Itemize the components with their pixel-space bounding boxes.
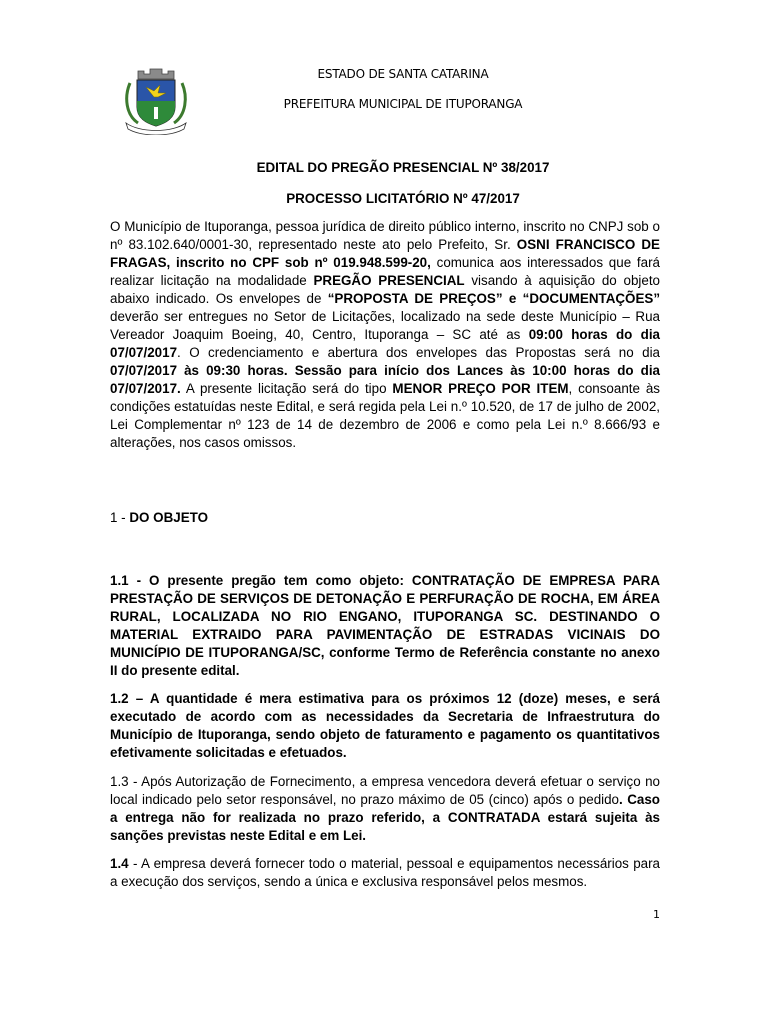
page-number: 1 (653, 908, 660, 921)
clause-1-2: 1.2 – A quantidade é mera estimativa para os próximos 12 (doze) meses, e será executado de acordo com as necessidades da Secretaria de Infraestrutura do Município de Ituporanga, sendo objeto de faturamento e pagamento os quantitativos efetivamente solicitadas e efetuados. (110, 691, 660, 760)
clause-1-1: 1.1 - O presente pregão tem como objeto: CONTRATAÇÃO DE EMPRESA PARA PRESTAÇÃO DE SERVIÇOS DE DETONAÇÃO E PERFURAÇÃO DE ROCHA, EM ÁREA RURAL, LOCALIZADA NO RIO ENGANO, ITUPORANGA SC. DESTINANDO O MATERIAL EXTRAIDO PARA PAVIMENTAÇÃO DE ESTRADAS VICINAIS DO MUNICÍPIO DE ITUPORANGA/SC, conforme Termo de Referência constante no anexo II do presente edital. (110, 573, 660, 678)
state-heading: ESTADO DE SANTA CATARINA (317, 67, 489, 81)
edital-title: EDITAL DO PREGÃO PRESENCIAL Nº 38/2017 (256, 160, 550, 175)
prefecture-heading: PREFEITURA MUNICIPAL DE ITUPORANGA (283, 97, 523, 111)
clause-1-4: 1.4 - A empresa deverá fornecer todo o material, pessoal e equipamentos necessários para a execução dos serviços, sendo a única e exclusiva responsável pelos mesmos. (110, 856, 660, 889)
processo-title: PROCESSO LICITATÓRIO Nº 47/2017 (286, 191, 520, 206)
section-heading-objeto: 1 - DO OBJETO (110, 510, 208, 525)
intro-paragraph: O Município de Ituporanga, pessoa jurídica de direito público interno, inscrito no CNPJ sob o nº 83.102.640/0001-30, representado neste ato pelo Prefeito, Sr. OSNI FRANCISCO DE FRAGAS, inscrito no CPF sob nº 019.948.599-20, comunica aos interessados que fará realizar licitação na modalidade PREGÃO PRESENCIAL visando à aquisição do objeto abaixo indicado. Os envelopes de “PROPOSTA DE PREÇOS” e “DOCUMENTAÇÕES” deverão ser entregues no Setor de Licitações, localizado na sede deste Município – Rua Vereador Joaquim Boeing, 40, Centro, Ituporanga – SC até as 09:00 horas do dia 07/07/2017. O credenciamento e abertura dos envelopes das Propostas será no dia 07/07/2017 às 09:30 horas. Sessão para início dos Lances às 10:00 horas do dia 07/07/2017. A presente licitação será do tipo MENOR PREÇO POR ITEM, consoante às condições estatuídas neste Edital, e será regida pela Lei n.º 10.520, de 17 de julho de 2002, Lei Complementar nº 123 de 14 de dezembro de 2006 e como pela Lei n.º 8.666/93 e alterações, nos casos omissos. (110, 219, 661, 450)
clause-1-3: 1.3 - Após Autorização de Fornecimento, a empresa vencedora deverá efetuar o serviço no local indicado pelo setor responsável, no prazo máximo de 05 (cinco) após o pedido. Caso a entrega não for realizada no prazo referido, a CONTRATADA estará sujeita às sanções previstas neste Edital e em Lei. (110, 774, 660, 843)
